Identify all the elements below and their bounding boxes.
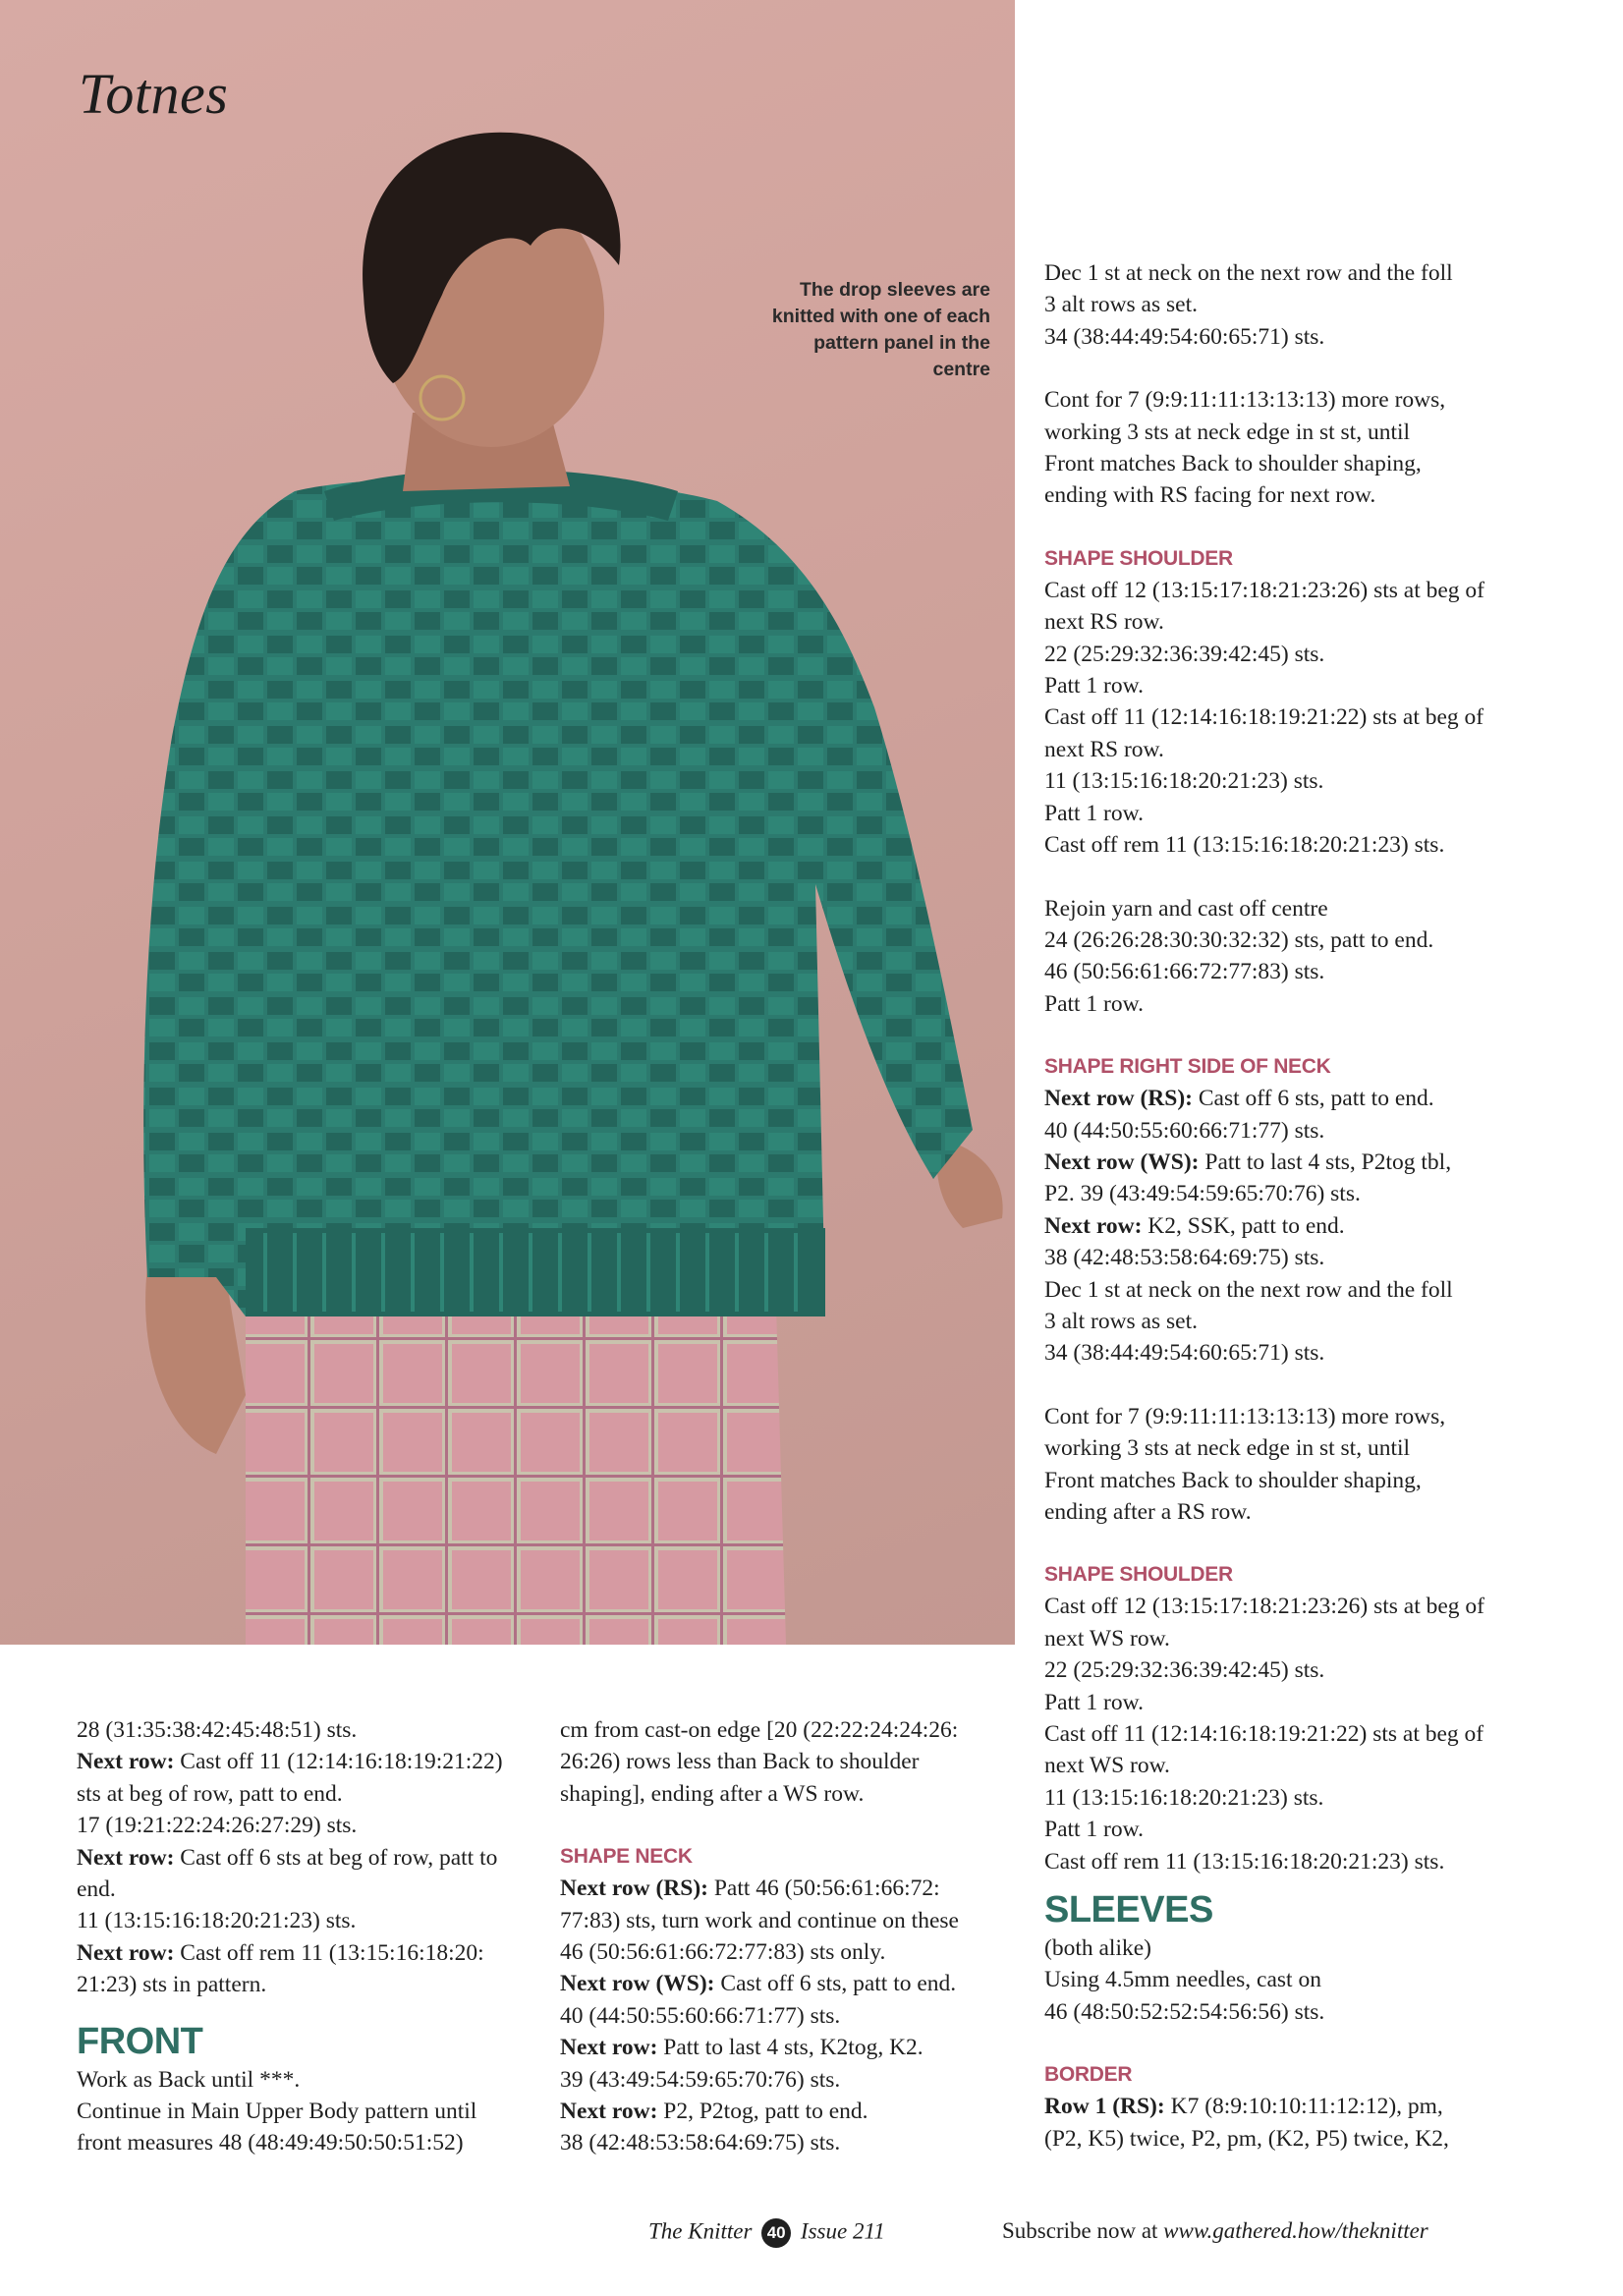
page-title: Totnes — [79, 62, 229, 126]
text-line: 38 (42:48:53:58:64:69:75) sts. — [560, 2130, 841, 2156]
magazine-name: The Knitter — [648, 2218, 753, 2244]
text-line: 77:83) sts, turn work and continue on these — [560, 1907, 959, 1933]
heading-front: FRONT — [77, 2020, 203, 2062]
subheading-shape-shoulder-2: SHAPE SHOULDER — [1044, 1563, 1233, 1587]
footer-subscribe — [1002, 2218, 1428, 2244]
text-line: (both alike) — [1044, 1935, 1151, 1962]
text-line: 34 (38:44:49:54:60:65:71) sts. — [1044, 323, 1325, 350]
text-line: Next row (RS): Patt 46 (50:56:61:66:72: — [560, 1876, 940, 1902]
subscribe-url[interactable]: www.gathered.how/theknitter — [1163, 2218, 1428, 2243]
hero-photo — [0, 0, 1015, 1645]
text-line: Next row: Cast off 6 sts at beg of row, patt to — [77, 1844, 498, 1871]
text-line: working 3 sts at neck edge in st st, until — [1044, 1435, 1411, 1462]
text-line: Patt 1 row. — [1044, 800, 1144, 826]
text-line: 3 alt rows as set. — [1044, 292, 1198, 318]
subscribe-text: Subscribe now at — [1002, 2218, 1164, 2243]
text-line: Front matches Back to shoulder shaping, — [1044, 1467, 1422, 1493]
text-line: end. — [77, 1876, 116, 1903]
text-line: Rejoin yarn and cast off centre — [1044, 895, 1328, 922]
issue-number: Issue 211 — [800, 2218, 885, 2244]
text-line: next WS row. — [1044, 1625, 1170, 1652]
text-line: sts at beg of row, patt to end. — [77, 1780, 343, 1807]
sweater-model-photo — [0, 0, 1015, 1645]
footer-magazine — [648, 2218, 885, 2248]
text-line: 22 (25:29:32:36:39:42:45) sts. — [1044, 1657, 1325, 1684]
text-line: P2. 39 (43:49:54:59:65:70:76) sts. — [1044, 1181, 1361, 1207]
photo-caption: The drop sleeves are knitted with one of each pattern panel in the centre — [771, 279, 990, 380]
text-line: 46 (48:50:52:52:54:56:56) sts. — [1044, 1998, 1325, 2025]
left-column — [77, 1714, 538, 2159]
text-line: Next row (WS): Patt to last 4 sts, P2tog tbl, — [1044, 1148, 1452, 1175]
subheading-shape-neck: SHAPE NECK — [560, 1845, 693, 1869]
text-line: Work as Back until ***. — [77, 2066, 301, 2093]
text-line: 11 (13:15:16:18:20:21:23) sts. — [77, 1908, 357, 1934]
text-line: Using 4.5mm needles, cast on — [1044, 1967, 1321, 1993]
middle-column — [560, 1714, 1022, 2159]
text-line: Front matches Back to shoulder shaping, — [1044, 451, 1422, 477]
text-line: cm from cast-on edge [20 (22:22:24:24:26: — [560, 1717, 959, 1743]
text-line: Cont for 7 (9:9:11:11:13:13:13) more rows, — [1044, 1403, 1446, 1429]
text-line: Cast off rem 11 (13:15:16:18:20:21:23) sts. — [1044, 832, 1445, 859]
text-line: 40 (44:50:55:60:66:71:77) sts. — [1044, 1117, 1325, 1144]
text-line: Next row: P2, P2tog, patt to end. — [560, 2099, 868, 2125]
text-line: 24 (26:26:28:30:30:32:32) sts, patt to end. — [1044, 926, 1434, 953]
text-line: ending after a RS row. — [1044, 1499, 1252, 1525]
text-line: 28 (31:35:38:42:45:48:51) sts. — [77, 1717, 358, 1743]
text-line: next WS row. — [1044, 1753, 1170, 1779]
text-line: 11 (13:15:16:18:20:21:23) sts. — [1044, 768, 1324, 795]
text-line: working 3 sts at neck edge in st st, until — [1044, 419, 1411, 445]
text-line: Cont for 7 (9:9:11:11:13:13:13) more rows, — [1044, 387, 1446, 414]
text-line: 34 (38:44:49:54:60:65:71) sts. — [1044, 1340, 1325, 1367]
text-line: Patt 1 row. — [1044, 1817, 1144, 1843]
text-line: Cast off 11 (12:14:16:18:19:21:22) sts at beg of — [1044, 704, 1484, 731]
text-line: 22 (25:29:32:36:39:42:45) sts. — [1044, 641, 1325, 667]
text-line: Row 1 (RS): K7 (8:9:10:10:11:12:12), pm, — [1044, 2094, 1443, 2120]
right-column — [1044, 257, 1595, 2155]
text-line: 46 (50:56:61:66:72:77:83) sts. — [1044, 959, 1325, 985]
text-line: Cast off 12 (13:15:17:18:21:23:26) sts at beg of — [1044, 1594, 1484, 1620]
subheading-shape-shoulder: SHAPE SHOULDER — [1044, 546, 1233, 570]
text-line: Dec 1 st at neck on the next row and the foll — [1044, 260, 1453, 286]
text-line: ending with RS facing for next row. — [1044, 482, 1376, 509]
text-line: next RS row. — [1044, 609, 1164, 636]
text-line: Next row: Cast off rem 11 (13:15:16:18:20: — [77, 1939, 484, 1966]
text-line: Cast off 12 (13:15:17:18:21:23:26) sts at beg of — [1044, 577, 1484, 603]
text-line: Next row: Patt to last 4 sts, K2tog, K2. — [560, 2035, 923, 2061]
text-line: Cast off rem 11 (13:15:16:18:20:21:23) sts. — [1044, 1848, 1445, 1875]
text-line: 39 (43:49:54:59:65:70:76) sts. — [560, 2066, 841, 2093]
text-line: 40 (44:50:55:60:66:71:77) sts. — [560, 2002, 841, 2029]
text-line: Patt 1 row. — [1044, 673, 1144, 700]
text-line: shaping], ending after a WS row. — [560, 1780, 865, 1807]
page-number: 40 — [761, 2218, 791, 2248]
text-line: Next row: K2, SSK, patt to end. — [1044, 1212, 1345, 1239]
text-line: 26:26) rows less than Back to shoulder — [560, 1749, 920, 1775]
heading-sleeves: SLEEVES — [1044, 1889, 1213, 1932]
text-line: Dec 1 st at neck on the next row and the foll — [1044, 1276, 1453, 1303]
text-line: 17 (19:21:22:24:26:27:29) sts. — [77, 1813, 358, 1839]
text-line: Patt 1 row. — [1044, 1689, 1144, 1715]
text-line: next RS row. — [1044, 736, 1164, 762]
text-line: 11 (13:15:16:18:20:21:23) sts. — [1044, 1784, 1324, 1811]
text-line: Cast off 11 (12:14:16:18:19:21:22) sts at beg of — [1044, 1721, 1484, 1748]
text-line: Next row (WS): Cast off 6 sts, patt to end. — [560, 1971, 957, 1997]
text-line: 3 alt rows as set. — [1044, 1308, 1198, 1334]
text-line: 46 (50:56:61:66:72:77:83) sts only. — [560, 1939, 886, 1966]
subheading-shape-right-neck: SHAPE RIGHT SIDE OF NECK — [1044, 1055, 1331, 1079]
text-line: (P2, K5) twice, P2, pm, (K2, P5) twice, K2, — [1044, 2125, 1449, 2152]
text-line: Continue in Main Upper Body pattern until — [77, 2099, 477, 2125]
text-line: Patt 1 row. — [1044, 990, 1144, 1017]
text-line: Next row (RS): Cast off 6 sts, patt to end. — [1044, 1086, 1434, 1112]
text-line: Next row: Cast off 11 (12:14:16:18:19:21:22) — [77, 1749, 503, 1775]
text-line: front measures 48 (48:49:49:50:50:51:52) — [77, 2130, 464, 2156]
text-line: 38 (42:48:53:58:64:69:75) sts. — [1044, 1245, 1325, 1271]
subheading-border: BORDER — [1044, 2063, 1133, 2087]
text-line: 21:23) sts in pattern. — [77, 1972, 267, 1998]
